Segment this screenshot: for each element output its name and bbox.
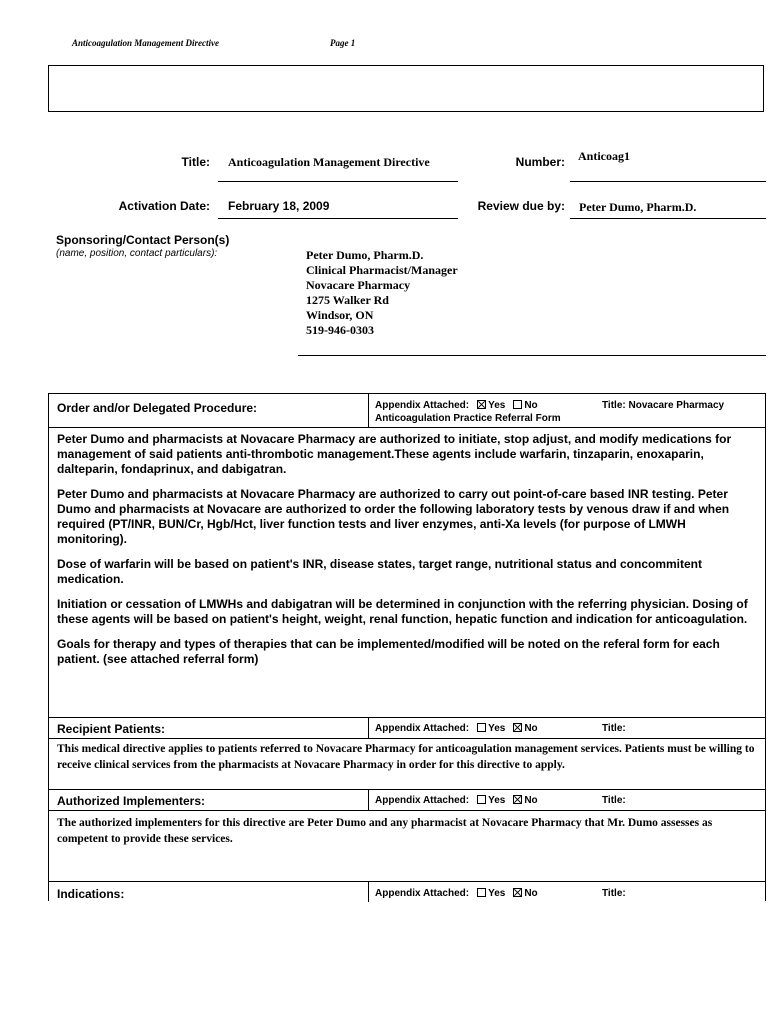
yes-label: Yes <box>488 400 506 411</box>
appendix-yes-checkbox[interactable] <box>477 723 486 732</box>
section-order-procedure <box>48 393 766 717</box>
section-header <box>49 790 765 811</box>
appendix-label: Appendix Attached: <box>375 795 470 806</box>
appendix-attached <box>375 795 538 806</box>
page-number: Page 1 <box>330 38 356 48</box>
appendix-no-checkbox[interactable] <box>513 888 522 897</box>
section-recipient-patients <box>48 717 766 789</box>
appendix-attached <box>375 400 538 411</box>
appendix-yes-checkbox[interactable] <box>477 400 486 409</box>
section-header <box>49 718 765 739</box>
running-header-title: Anticoagulation Management Directive <box>72 38 220 48</box>
appendix-yes-checkbox[interactable] <box>477 795 486 804</box>
number-label: Number: <box>515 155 565 169</box>
section-header <box>49 394 765 428</box>
section-body <box>49 428 765 667</box>
column-divider <box>368 718 369 738</box>
section-title: Title: <box>602 795 626 806</box>
contact-street: 1275 Walker Rd <box>306 293 389 307</box>
sponsor-contact <box>306 248 458 338</box>
appendix-label: Appendix Attached: <box>375 723 470 734</box>
appendix-no-checkbox[interactable] <box>513 723 522 732</box>
activation-date-label: Activation Date: <box>118 199 210 213</box>
appendix-no-checkbox[interactable] <box>513 795 522 804</box>
number-underline <box>570 181 766 182</box>
appendix-no-checkbox[interactable] <box>513 400 522 409</box>
paragraph: Initiation or cessation of LMWHs and dabigatran will be determined in conjunction with the referring physician. Dosing of these agents will be based on patient's height, weight, renal function, hepatic function and indication for anticoagulation. <box>57 597 748 626</box>
contact-city: Windsor, ON <box>306 308 374 322</box>
yes-label: Yes <box>488 888 506 899</box>
section-title: Title: <box>602 888 626 899</box>
section-name: Recipient Patients: <box>57 722 166 736</box>
contact-position: Clinical Pharmacist/Manager <box>306 263 458 277</box>
appendix-attached <box>375 723 538 734</box>
sponsor-heading: Sponsoring/Contact Person(s) <box>56 233 230 247</box>
appendix-label: Appendix Attached: <box>375 888 470 899</box>
sponsor-subheading: (name, position, contact particulars): <box>56 248 218 259</box>
paragraph: Peter Dumo and pharmacists at Novacare Pharmacy are authorized to initiate, stop adjust, and modify medications for management of said patients anti-thrombotic management.These agents include warfarin, tinzaparin, enoxaparin, dalteparin, fondaprinux, and dabigatran. <box>57 432 732 476</box>
number-value: Anticoag1 <box>578 149 630 163</box>
section-name: Indications: <box>57 887 125 901</box>
section-indications <box>48 881 766 901</box>
no-label: No <box>524 795 538 806</box>
review-underline <box>570 218 766 219</box>
title-value: Anticoagulation Management Directive <box>228 155 430 169</box>
no-label: No <box>524 723 538 734</box>
paragraph: The authorized implementers for this directive are Peter Dumo and any pharmacist at Novacare Pharmacy that Mr. Dumo assesses as competent to provide these services. <box>57 817 713 845</box>
review-due-label: Review due by: <box>477 199 565 213</box>
activation-underline <box>218 218 458 219</box>
appendix-yes-checkbox[interactable] <box>477 888 486 897</box>
yes-label: Yes <box>488 723 506 734</box>
paragraph: This medical directive applies to patients referred to Novacare Pharmacy for anticoagulation management services. Patients must be willing to receive clinical services from the pharmacists at Novacare Pharmacy in order for this directive to apply. <box>57 743 755 771</box>
contact-organization: Novacare Pharmacy <box>306 278 411 292</box>
no-label: No <box>524 888 538 899</box>
paragraph: Goals for therapy and types of therapies that can be implemented/modified will be noted on the referal form for each patient. (see attached referral form) <box>57 637 720 666</box>
header-box <box>48 65 764 112</box>
paragraph: Peter Dumo and pharmacists at Novacare Pharmacy are authorized to carry out point-of-care based INR testing. Peter Dumo and pharmacists at Novacare are authorized to order the following laboratory tests by venous draw if and when required (PT/INR, BUN/Cr, Hgb/Hct, liver function tests and liver enzymes, anti-Xa levels (for purpose of LMWH monitoring). <box>57 487 730 546</box>
section-name: Order and/or Delegated Procedure: <box>57 401 258 415</box>
appendix-attached <box>375 888 538 899</box>
section-body <box>49 739 765 773</box>
title-underline <box>218 181 458 182</box>
section-name: Authorized Implementers: <box>57 794 206 808</box>
section-title: Title: <box>602 723 626 734</box>
contact-phone: 519-946-0303 <box>306 323 374 337</box>
appendix-label: Appendix Attached: <box>375 400 470 411</box>
section-body <box>49 811 765 847</box>
paragraph: Dose of warfarin will be based on patient's INR, disease states, target range, nutritional status and concommitent medication. <box>57 557 702 586</box>
section-title: Title: Novacare Pharmacy <box>602 400 725 411</box>
contact-name: Peter Dumo, Pharm.D. <box>306 248 424 262</box>
column-divider <box>368 394 369 427</box>
activation-date-value: February 18, 2009 <box>228 199 330 213</box>
section-authorized-implementers <box>48 789 766 881</box>
sponsor-underline <box>298 355 766 356</box>
review-due-value: Peter Dumo, Pharm.D. <box>579 200 697 214</box>
column-divider <box>368 882 369 902</box>
no-label: No <box>524 400 538 411</box>
column-divider <box>368 790 369 810</box>
title-label: Title: <box>181 155 210 169</box>
section-title-continued: Anticoagulation Practice Referral Form <box>375 413 561 424</box>
section-header <box>49 882 765 902</box>
yes-label: Yes <box>488 795 506 806</box>
